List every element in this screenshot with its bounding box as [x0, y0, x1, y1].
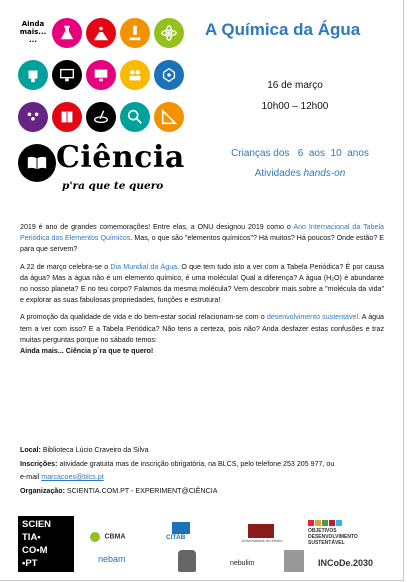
- cbma-logo: CBMA: [90, 528, 125, 546]
- nebulim-logo: nebulim: [230, 560, 255, 567]
- robot-icon: [18, 60, 48, 90]
- petri-dish-icon: [86, 102, 116, 132]
- paragraph: A promoção da qualidade de vida e do bem-estar social relacionam-se com o desenvolvimento sustentável. A água tem a ver com isso? E a Tabela Periódica? Não tens a certeza, pois não? Anda desfazer estas confusões e traz muitas perguntas porque no sábado temos:: [20, 313, 385, 344]
- monitor-icon: [86, 60, 116, 90]
- email-line: e-mail marcacoes@blcs.pt: [20, 473, 104, 481]
- people-icon: [18, 102, 48, 132]
- uminho-logo: Universidade do Minho: [240, 524, 284, 543]
- incode-logo: INCoDe.2030: [318, 558, 374, 568]
- atom-icon: [154, 18, 184, 48]
- citab-logo: CITAB: [166, 522, 190, 541]
- location-line: Local: Biblioteca Lúcio Craveiro da Silva: [20, 446, 149, 454]
- description: [20, 222, 384, 363]
- event-activities: Atividades hands-on: [254, 168, 346, 179]
- paragraph: 2019 é ano de grandes comemorações! Entre elas, a ONU designou 2019 como o Ano Internacional da Tabela Periódica dos Elementos Químicos. Mas, o que são "elementos químicos"? Há muitos? Há poucos? Onde estão? E para que servem?: [20, 223, 385, 254]
- magnifier-icon: [120, 102, 150, 132]
- ods-logo: OBJETIVOS DESENVOLVIMENTO SUSTENTÁVEL: [308, 520, 378, 546]
- email-link[interactable]: marcacoes@blcs.pt: [41, 473, 104, 481]
- organization-line: Organização: SCIENTIA.COM.PT - EXPERIMENT@CIÊNCIA: [20, 487, 218, 495]
- registration-line: Inscrições: atividade gratuita mas de inscrição obrigatória, na BLCS, pelo telefone 253 205 977, ou: [20, 460, 335, 468]
- event-audience: Crianças dos 6 aos 10 anos: [231, 148, 369, 159]
- sponsor-logos: [18, 516, 388, 578]
- monitor-icon: [52, 60, 82, 90]
- event-logo: [18, 18, 186, 194]
- event-details: [20, 445, 390, 500]
- book-icon: [18, 144, 56, 182]
- microscope-icon: [120, 18, 150, 48]
- paragraph: A 22 de março celebra-se o Dia Mundial da Água. O que tem tudo isto a ver com a Tabela Periódica? É por causa da água? Mas a água não é um elemento químico, é uma molécula! Qual a diferença? A água (H₂O) é abundante no nosso planeta? E no teu corpo? Falamos da mesma molécula? Vem descobrir mais sobre a "molécula da vida" e explorar as suas fabulosas propriedades, funções e estrutura!: [20, 262, 384, 305]
- logo-title: Ciência: [56, 140, 185, 175]
- ainda-mais-label: Ainda mais... ...: [19, 20, 47, 44]
- molecule-icon: [154, 60, 184, 90]
- event-date: 16 de março: [267, 80, 323, 91]
- nebam-logo: nebam: [98, 554, 126, 564]
- closing-line: Ainda mais... Ciência p´ra que te quero!: [20, 347, 154, 356]
- flask-icon: [52, 18, 82, 48]
- ciencia-wordmark: [18, 142, 186, 182]
- ruler-triangle-icon: [154, 102, 184, 132]
- hand-icon: [178, 550, 196, 572]
- logo-slogan: p'ra que te quero: [62, 180, 164, 192]
- page-title: A Química da Água: [205, 20, 361, 39]
- photo-icon: [284, 550, 304, 572]
- book-icon: [52, 102, 82, 132]
- volcano-icon: [86, 18, 116, 48]
- scientia-logo: SCIEN TIA• CO•M •PT: [18, 516, 74, 572]
- event-time: 10h00 – 12h00: [261, 101, 329, 112]
- people-icon: [120, 60, 150, 90]
- icon-grid: [18, 18, 186, 138]
